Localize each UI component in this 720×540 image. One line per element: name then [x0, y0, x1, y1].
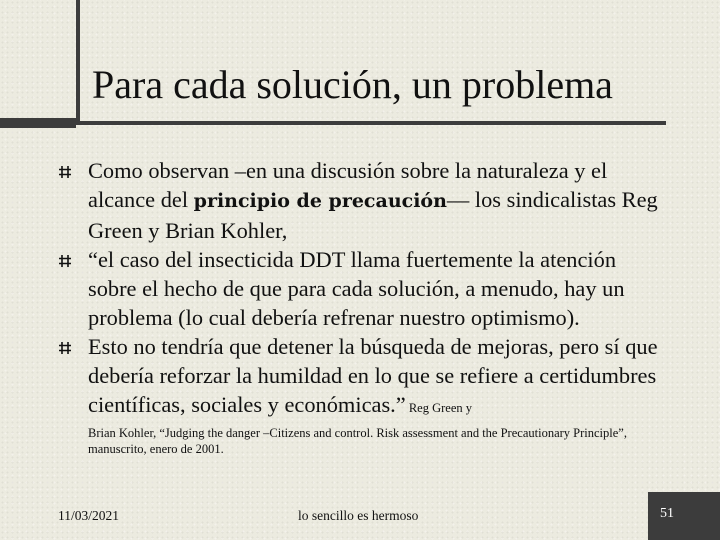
bullet-1-text-end: — los sindicalistas Reg Green y Brian Kohler,	[88, 187, 658, 243]
citation-continued: Brian Kohler, “Judging the danger –Citizens and control. Risk assessment and the Precautionary Principle”, manuscrito, enero de 2001.	[88, 426, 627, 456]
slide-body	[50, 156, 660, 457]
title-rule	[76, 121, 666, 125]
title-rule-vertical	[76, 0, 80, 125]
bullet-item-3	[50, 332, 660, 423]
hash-bullet-icon	[58, 165, 72, 179]
bullet-1-emphasis: principio de precaución	[193, 190, 447, 212]
footer-title: lo sencillo es hermoso	[298, 508, 419, 523]
bullet-2-text: “el caso del insecticida DDT llama fuertemente la atención sobre el hecho de que para cada solución, a menudo, hay un problema (lo cual debería refrenar nuestro optimismo).	[88, 247, 625, 330]
citation-inline: Reg Green y	[405, 401, 472, 415]
hash-bullet-icon	[58, 254, 72, 268]
bullet-item-1	[50, 156, 660, 245]
page-number: 51	[660, 506, 674, 521]
bullet-item-2	[50, 245, 660, 332]
bullet-1-text: Como observan –en una discusión sobre la naturaleza y el alcance del	[88, 158, 608, 212]
footer-date: 11/03/2021	[58, 508, 120, 523]
hash-bullet-icon	[58, 341, 72, 355]
title-rule-left	[0, 118, 76, 128]
slide-title: Para cada solución, un problema	[92, 62, 613, 107]
bullet-3-text: Esto no tendría que detener la búsqueda de mejoras, pero sí que debería reforzar la humildad en lo que se refiere a certidumbres científicas, sociales y económicas.”	[88, 334, 658, 417]
